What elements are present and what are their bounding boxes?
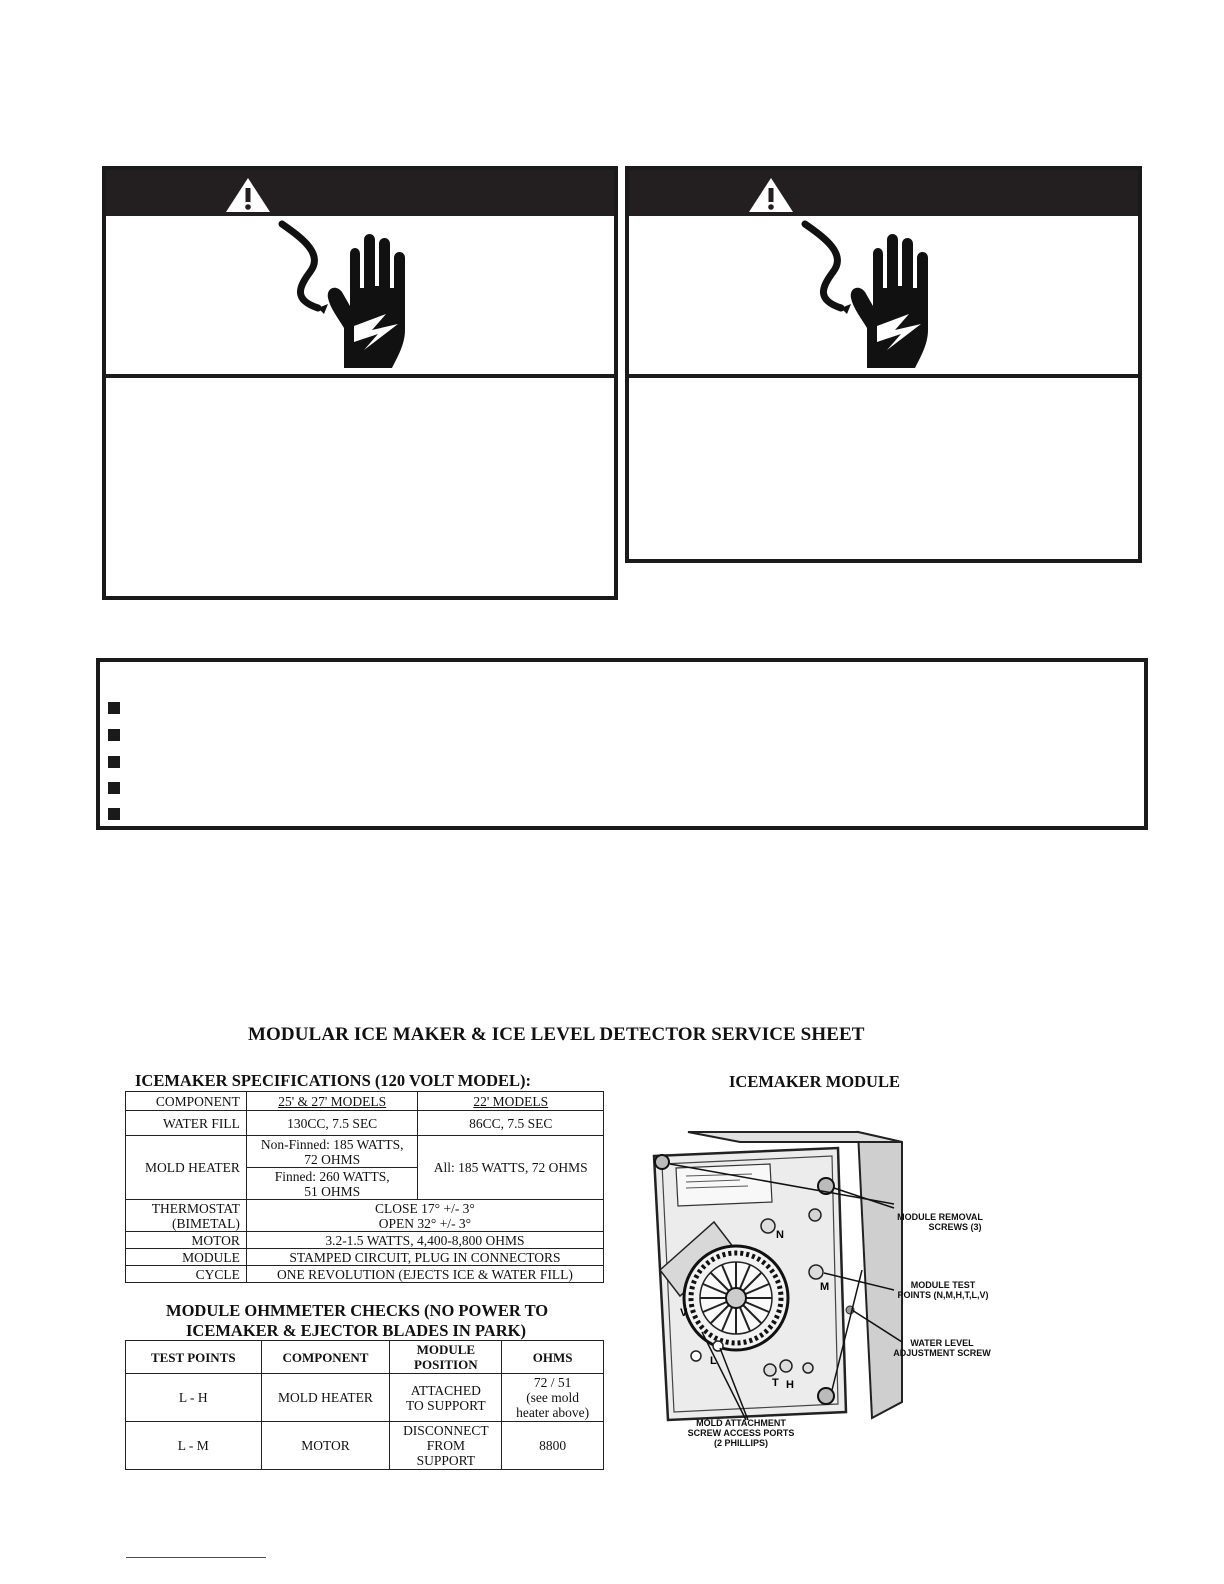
table-cell: WATER FILL [126,1111,247,1136]
label-mold-attachment-ports: MOLD ATTACHMENT SCREW ACCESS PORTS (2 PHILLIPS) [687,1418,795,1448]
warning-triangle-icon [747,176,795,214]
cell-line: TO SUPPORT [406,1397,486,1413]
cell-line: CLOSE 17° +/- 3° [375,1200,475,1216]
table-cell [126,1200,247,1232]
table-cell [502,1374,604,1422]
shock-hazard-area [629,216,1138,374]
ohm-checks-table [125,1340,604,1470]
cell-line: Non-Finned: 185 WATTS, [260,1136,404,1152]
table-cell: COMPONENT [126,1092,247,1111]
cell-line: DISCONNECT [403,1423,489,1438]
table-cell: All: 185 WATTS, 72 OHMS [418,1136,604,1200]
table-row [126,1249,604,1266]
table-cell [390,1341,502,1374]
table-cell: MOLD HEATER [261,1374,390,1422]
table-cell: 86CC, 7.5 SEC [418,1111,604,1136]
cell-line: ATTACHED [410,1382,481,1398]
test-point-letter: N [776,1229,784,1241]
table-cell [390,1422,502,1470]
table-cell: 130CC, 7.5 SEC [246,1111,418,1136]
electric-shock-hand-icon [797,218,967,374]
ohm-checks-title-line2: ICEMAKER & EJECTOR BLADES IN PARK) [186,1321,526,1340]
table-cell: CYCLE [126,1266,247,1283]
table-cell: ONE REVOLUTION (EJECTS ICE & WATER FILL) [246,1266,603,1283]
cell-line: SUPPORT [416,1453,476,1468]
table-row [126,1136,604,1168]
cell-line: (BIMETAL) [172,1215,240,1231]
table-row [126,1232,604,1249]
table-cell: STAMPED CIRCUIT, PLUG IN CONNECTORS [246,1249,603,1266]
warning-triangle-icon [224,176,272,214]
table-row [126,1341,604,1374]
table-cell: MOTOR [261,1422,390,1470]
table-cell [246,1136,418,1168]
table-cell: L - H [126,1374,262,1422]
warning-divider [106,374,614,378]
test-point-letter: M [820,1281,830,1293]
table-row [126,1200,604,1232]
warning-box-left [102,166,618,600]
table-cell: COMPONENT [261,1341,390,1374]
square-bullet-icon [108,808,120,820]
table-cell: L - M [126,1422,262,1470]
module-screw [818,1388,834,1404]
ohm-checks-title-line1: MODULE OHMMETER CHECKS (NO POWER TO [166,1301,549,1320]
cell-line: OPEN 32° +/- 3° [378,1215,472,1231]
service-sheet-title: MODULAR ICE MAKER & ICE LEVEL DETECTOR SERVICE SHEET [248,1024,865,1045]
table-cell [390,1374,502,1422]
table-cell: OHMS [502,1341,604,1374]
table-cell [246,1200,603,1232]
table-cell: MOTOR [126,1232,247,1249]
square-bullet-icon [108,702,120,714]
cell-line: FROM [426,1438,465,1453]
table-row [126,1374,604,1422]
table-cell: MODULE [126,1249,247,1266]
test-point-letter: T [772,1377,779,1389]
cell-line: 72 OHMS [304,1151,361,1167]
footer-link-underline [126,1557,266,1558]
table-cell [246,1168,418,1200]
cell-line: heater above) [516,1405,590,1420]
warning-header-bar [106,170,614,216]
label-water-level-screw: WATER LEVEL ADJUSTMENT SCREW [893,1338,991,1358]
warning-divider [629,374,1138,378]
cell-line: POSITION [414,1357,478,1372]
warning-header-bar [629,170,1138,216]
table-cell: MOLD HEATER [126,1136,247,1200]
label-module-removal-screws: MODULE REMOVAL SCREWS (3) [897,1212,983,1232]
specs-table [125,1091,604,1283]
table-cell: TEST POINTS [126,1341,262,1374]
table-row [126,1266,604,1283]
test-point-letter: L [710,1355,717,1367]
table-row [126,1422,604,1470]
cell-line: THERMOSTAT [151,1200,240,1216]
module-figure-title: ICEMAKER MODULE [729,1072,900,1091]
cell-line: (see mold [526,1390,580,1405]
table-cell: 3.2-1.5 WATTS, 4,400-8,800 OHMS [246,1232,603,1249]
notice-box [96,658,1148,830]
table-row [126,1111,604,1136]
test-point-letter: H [786,1379,794,1391]
table-cell: 8800 [502,1422,604,1470]
square-bullet-icon [108,756,120,768]
table-cell: 25' & 27' MODELS [246,1092,418,1111]
cell-line: MODULE [416,1342,476,1357]
square-bullet-icon [108,729,120,741]
cell-line: 72 / 51 [533,1375,572,1390]
electric-shock-hand-icon [274,218,444,374]
module-screw [655,1155,669,1169]
label-module-test-points: MODULE TEST POINTS (N,M,H,T,L,V) [897,1280,989,1300]
test-point-letter: V [680,1307,688,1319]
square-bullet-icon [108,782,120,794]
specs-title: ICEMAKER SPECIFICATIONS (120 VOLT MODEL): [135,1071,532,1090]
table-row [126,1092,604,1111]
table-cell: 22' MODELS [418,1092,604,1111]
cell-line: Finned: 260 WATTS, [274,1168,390,1184]
shock-hazard-area [106,216,614,374]
warning-box-right [625,166,1142,563]
cell-line: 51 OHMS [304,1183,361,1199]
